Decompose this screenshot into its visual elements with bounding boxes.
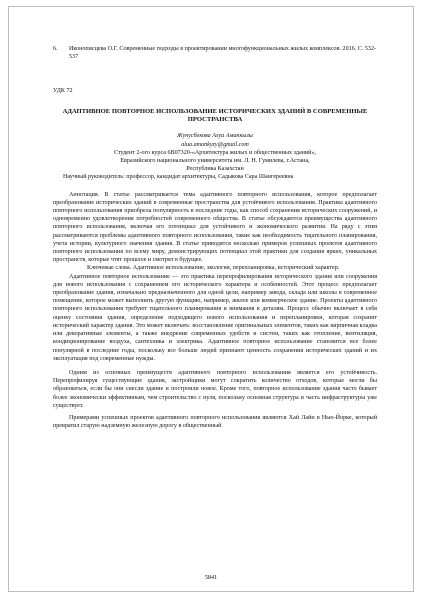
author-email: alua.amankyzy@gmail.com [181, 141, 249, 148]
reference-number: 6. [53, 46, 58, 52]
body-paragraph-1: Адаптивное повторное использование — это практика перепрофилирования исторического здания или сооружения для нового использования с сохранением его исторического характера и особенностей. Этот процесс предполагает преобразование здания, изначально предназначенного для одной цели, например завода, склада или школы в современное помещение, которое может выполнять другую функцию, например, жилое или коммерческое здание. Проекты адаптивного повторного использования требуют тщательного планирования и внимания к деталям. Процесс обычно включает в себя оценку состояния здания, определение подходящего нового использования и перепланировки, которая сохранит исторический характер здания. Это может включать: восстановление оригинальных элементов, таких как кирпичная кладка или декоративные элементы, а также внедрение современных удобств и систем, таких как отопление, вентиляция, кондиционирование воздуха, сантехника и электрика. Адаптивное повторное использование становится все более популярной в последние годы, поскольку все больше людей признают ценность сохранения исторических зданий и их эксплуатация под современные нужды. [53, 273, 377, 362]
author-name: Жунуcбекова Алуа Аманкызы [177, 133, 253, 140]
body-paragraph-3: Примерами успешных проектов адаптивного повторного использования являются Хай Лайн в Нью-Йорке, который превратил старую надземную железную дорогу в общественный [53, 414, 377, 430]
udk-code: УДК 72 [53, 88, 73, 95]
body-paragraph-2: Одним из основных преимуществ адаптивного повторного использования является его устойчивость. Перепрофилируя существующие здания, застройщики могут сократить количество отходов, которые могли бы образоваться, если бы они снесли здание и построили новое. Кроме того, повторное использование здания часто бывает более экономически эффективным, чем строительство с нуля, поскольку основная структура и часть инфраструктуры уже существует. [53, 369, 377, 409]
keywords: Ключевые слова. Адаптивное использование, экология, перепланировка, исторический характер. [87, 265, 340, 272]
reference-text: Иконописцева О.Г. Современные подходы в проектировании многофункциональных жилых комплексов. 2016. С. 532-537 [69, 46, 377, 61]
supervisor: Научный руководитель: профессор, кандидат архитектуры, Садыкова Сара Шангереевна [63, 174, 294, 181]
page-number: 5841 [204, 574, 218, 581]
author-university: Евразийского национального университета им. Л. Н. Гумилева, г.Астана, [120, 158, 310, 165]
author-student: Студент 2-ого курса 6В07320-«Архитектура жилых и общественных зданий», [113, 149, 317, 156]
author-country: Республика Казахстан [186, 166, 244, 173]
abstract: Аннотация. В статье рассматривается тема адаптивного повторного использования, которое предполагает преобразование исторических зданий в современные пространства для устойчивого использования. Практика адаптивного повторного использования приобрела популярность в последние годы, как способ сохранения исторических сооружений, и одновременно удовлетворения потребностей современного общества. В статье обсуждаются преимущества адаптивного повторного использования, включая его потенциал для устойчивого и экономического развития. На ряду с этим рассматриваются проблемы адаптивного повторного использования, такие как необходимость тщательного планирования, учета истории, культурного значения здания. В статье приводятся несколько примеров успешных проектов адаптивного повторного использования по всему миру, демонстрирующих потенциал этой практики для создания ярких, уникальных пространств, которые чтят прошлое и смотрят в будущее. [53, 191, 377, 264]
article-title: АДАПТИВНОЕ ПОВТОРНОЕ ИСПОЛЬЗОВАНИЕ ИСТОРИЧЕСКИХ ЗДАНИЙ В СОВРЕМЕННЫЕ ПРОСТРАНСТВА [62, 107, 368, 124]
document-page [8, 6, 414, 592]
reference-item [53, 45, 377, 61]
page-content [9, 7, 413, 591]
